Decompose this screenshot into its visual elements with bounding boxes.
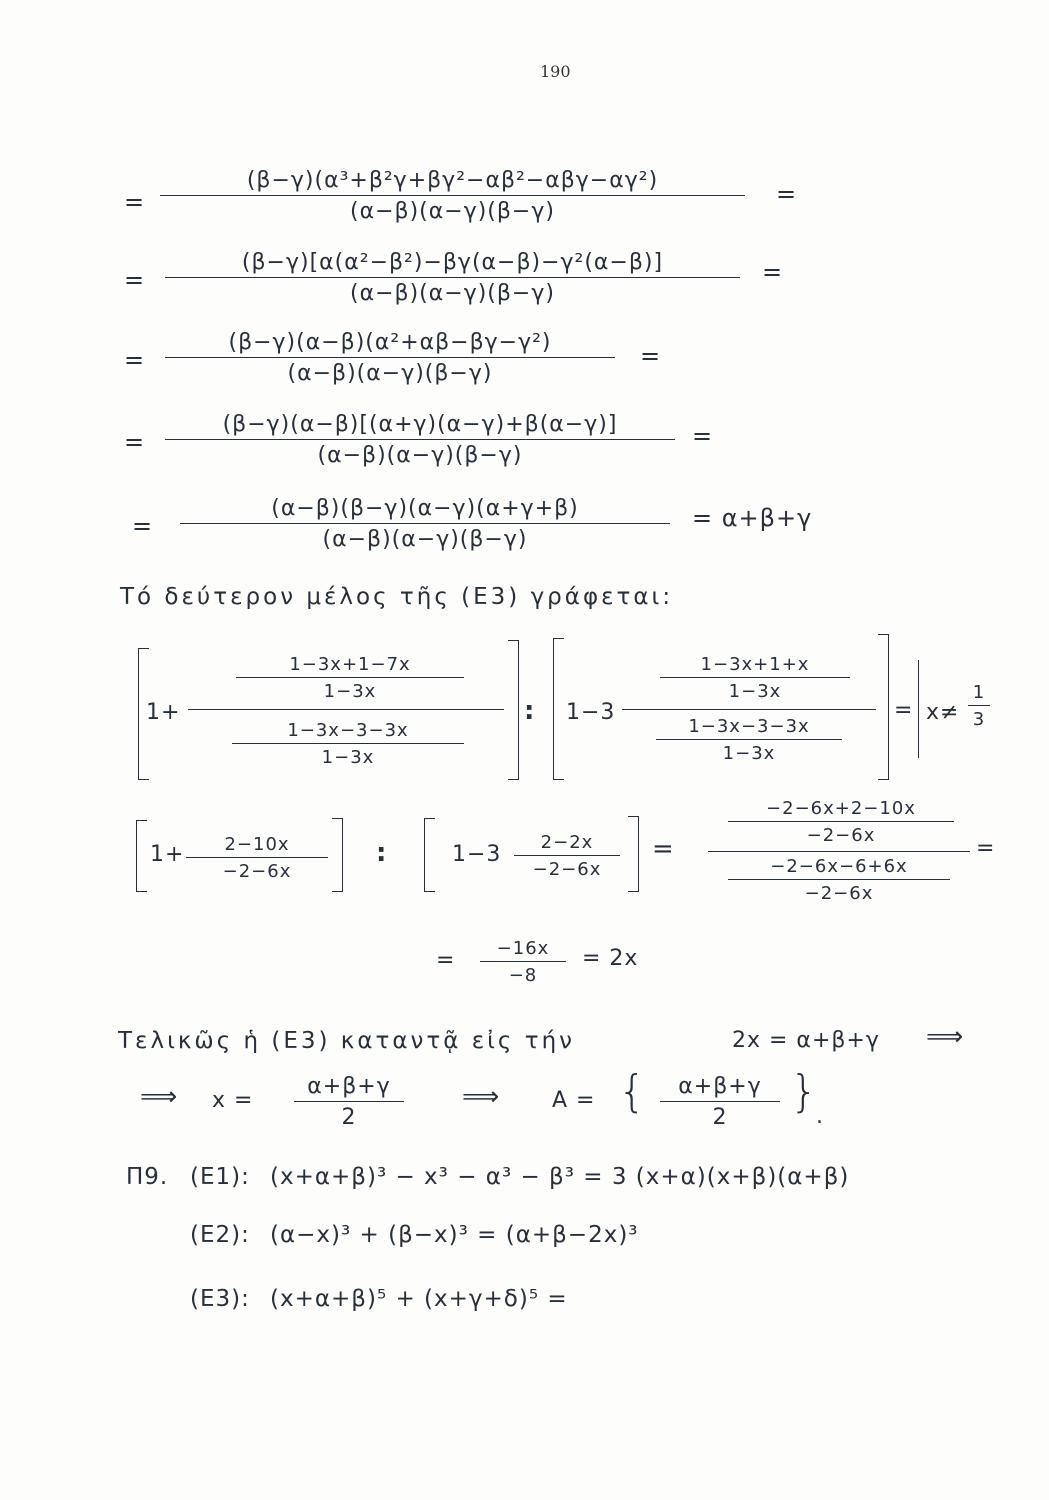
fraction-bar [660,1101,780,1102]
fraction-bar [728,879,950,880]
simp-big-top-numerator: −2−6x+2−10x [766,798,916,819]
right-top-fraction [660,654,850,702]
fraction-bar [165,277,740,278]
fraction-bar [480,961,566,962]
problem-e2-label: (Ε2): [190,1222,250,1248]
fraction-bar [165,439,675,440]
fraction-bar [232,743,464,744]
fraction-bar [160,195,745,196]
implies-arrow: ⟹ [926,1022,965,1052]
problem-e1: (x+α+β)³ − x³ − α³ − β³ = 3 (x+α)(x+β)(α+β) [270,1164,850,1190]
simp-tail: = [976,836,996,861]
big-left-lead: 1+ [146,700,181,725]
left-top-denominator: 1−3x [323,681,377,702]
simp-big-top-fraction [728,798,954,846]
fraction-bar [180,523,670,524]
chain-1-fraction [160,168,745,224]
chain-4-tail: = [692,422,714,450]
implies-arrow: ⟹ [140,1082,179,1112]
set-close-brace: } [790,1066,819,1117]
set-denominator: 2 [712,1105,728,1130]
page-number: 190 [540,62,571,81]
fraction-bar [294,1101,404,1102]
chain-2-numerator: (β−γ)[α(α²−β²)−βγ(α−β)−γ²(α−β)] [241,250,664,275]
big-equals: = [894,698,914,723]
simp-left-lead: 1+ [150,842,185,867]
right-bottom-fraction [656,716,842,764]
chain-3-denominator: (α−β)(α−γ)(β−γ) [287,361,493,386]
set-fraction [660,1074,780,1130]
problem-e1-label: (Ε1): [190,1164,250,1190]
fraction-bar [186,857,328,858]
finally-text: Τελικῶς ἡ (Ε3) καταντᾷ εἰς τήν [118,1028,576,1054]
fraction-bar [968,705,990,706]
set-open-brace: { [618,1066,647,1117]
condition-bar [918,660,919,758]
fraction-bar [728,821,954,822]
x-numerator: α+β+γ [307,1074,391,1099]
chain-1-denominator: (α−β)(α−γ)(β−γ) [350,199,555,224]
right-bottom-denominator: 1−3x [722,743,776,764]
right-bracket-close [878,634,889,780]
result-tail: = 2x [582,946,639,971]
second-member-text: Τό δεύτερον μέλος τῆς (Ε3) γράφεται: [120,584,674,610]
chain-3-numerator: (β−γ)(α−β)(α²+αβ−βγ−γ²) [228,330,552,355]
simp-right-bracket-open [424,818,435,892]
fraction-bar [656,739,842,740]
main-fraction-bar [622,709,876,710]
simp-left-numerator: 2−10x [224,834,290,855]
chain-5-lead: = [132,512,154,540]
right-bracket-open [553,638,564,780]
chain-2-lead: = [124,266,146,294]
chain-5-denominator: (α−β)(α−γ)(β−γ) [322,527,528,552]
set-period: . [816,1104,824,1129]
chain-4-denominator: (α−β)(α−γ)(β−γ) [317,443,523,468]
right-bottom-numerator: 1−3x−3−3x [688,716,810,737]
left-bottom-fraction [232,720,464,768]
fraction-bar [660,677,850,678]
x-lead: x = [212,1088,254,1113]
fraction-bar [514,855,620,856]
chain-5-fraction [180,496,670,552]
chain-3-tail: = [640,342,662,370]
big-colon: : [524,696,536,726]
set-numerator: α+β+γ [678,1074,762,1099]
chain-2-tail: = [762,258,784,286]
result-denominator: −8 [508,965,538,986]
fraction-bar [236,677,464,678]
result-fraction [480,938,566,986]
left-bracket-close [508,640,519,780]
simp-right-lead: 1−3 [452,842,502,867]
chain-1-numerator: (β−γ)(α³+β²γ+βγ²−αβ²−αβγ−αγ²) [246,168,659,193]
finally-equation: 2x = α+β+γ [732,1028,880,1053]
x-denominator: 2 [341,1105,357,1130]
x-fraction [294,1074,404,1130]
chain-2-denominator: (α−β)(α−γ)(β−γ) [350,281,555,306]
chain-1-lead: = [124,188,146,216]
chain-4-lead: = [124,428,146,456]
simp-equals: = [652,834,675,864]
left-bottom-numerator: 1−3x−3−3x [287,720,409,741]
fraction-bar [165,357,615,358]
chain-5-numerator: (α−β)(β−γ)(α−γ)(α+γ+β) [271,496,579,521]
problem-label: Π9. [126,1164,169,1190]
chain-2-fraction [165,250,740,306]
simp-big-bottom-denominator: −2−6x [804,883,874,904]
simp-left-denominator: −2−6x [222,861,292,882]
chain-4-fraction [165,412,675,468]
condition-numerator: 1 [972,682,986,703]
condition-fraction [968,682,990,730]
main-fraction-bar [708,851,970,852]
chain-1-tail: = [776,180,798,208]
simp-big-bottom-numerator: −2−6x−6+6x [770,856,908,877]
simp-right-fraction [514,832,620,880]
result-numerator: −16x [496,938,550,959]
chain-5-tail: = α+β+γ [692,504,813,532]
problem-e2: (α−x)³ + (β−x)³ = (α+β−2x)³ [270,1222,639,1248]
simp-right-numerator: 2−2x [540,832,594,853]
left-top-fraction [236,654,464,702]
simp-colon: : [376,838,388,868]
left-top-numerator: 1−3x+1−7x [289,654,411,675]
simp-left-fraction [186,834,328,882]
condition-prefix: x≠ [926,700,960,725]
set-lead: A = [552,1088,596,1113]
simp-left-bracket-open [136,820,147,892]
big-right-lead: 1−3 [566,700,616,725]
right-top-numerator: 1−3x+1+x [700,654,810,675]
implies-arrow: ⟹ [462,1082,501,1112]
problem-e3-label: (Ε3): [190,1286,250,1312]
result-lead: = [436,948,456,973]
chain-3-fraction [165,330,615,386]
simp-left-bracket-close [332,818,343,892]
simp-big-bottom-fraction [728,856,950,904]
right-top-denominator: 1−3x [728,681,782,702]
simp-big-top-denominator: −2−6x [806,825,876,846]
main-fraction-bar [188,709,504,710]
simp-right-denominator: −2−6x [532,859,602,880]
chain-4-numerator: (β−γ)(α−β)[(α+γ)(α−γ)+β(α−γ)] [222,412,618,437]
left-bottom-denominator: 1−3x [321,747,375,768]
condition-denominator: 3 [972,709,986,730]
simp-right-bracket-close [628,816,639,892]
chain-3-lead: = [124,346,146,374]
problem-e3: (x+α+β)⁵ + (x+γ+δ)⁵ = [270,1286,568,1312]
